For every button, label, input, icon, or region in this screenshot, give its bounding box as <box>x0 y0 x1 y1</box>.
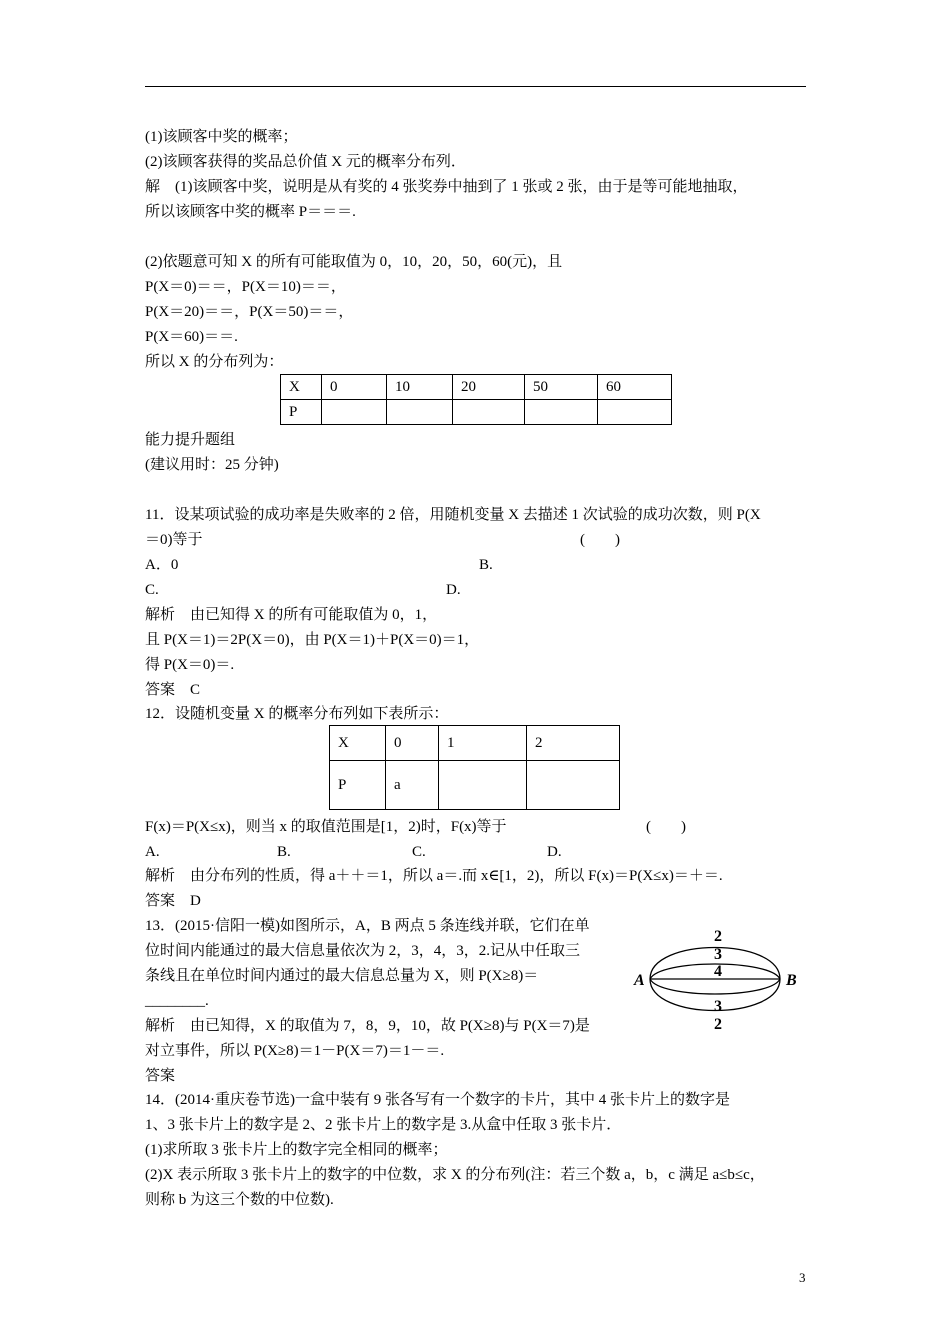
table-cell: P <box>330 761 386 810</box>
edge-value-label: 3 <box>714 946 722 963</box>
text-line: 解析 由已知得 X 的所有可能取值为 0，1， <box>145 607 438 623</box>
section-heading: 能力提升题组 <box>145 432 236 448</box>
text-line: (2)X 表示所取 3 张卡片上的数字的中位数，求 X 的分布列(注：若三个数 a，b，c 满足 a≤b≤c， <box>145 1167 765 1183</box>
table-cell: 20 <box>453 375 525 400</box>
distribution-table-2 <box>329 725 620 810</box>
text-line: 且 P(X＝1)＝2P(X＝0)，由 P(X＝1)＋P(X＝0)＝1， <box>145 632 480 648</box>
table-cell: X <box>281 375 322 400</box>
page-number: 3 <box>799 1270 806 1285</box>
table-row <box>281 400 672 425</box>
option-c: C. <box>145 582 159 598</box>
table-cell: 0 <box>322 375 387 400</box>
table-row <box>330 761 620 810</box>
text-line: (1)该顾客中奖的概率； <box>145 129 298 145</box>
table-cell <box>387 400 453 425</box>
table-cell: 0 <box>386 726 439 761</box>
text-line: 答案 D <box>145 893 201 909</box>
text-line: P(X＝20)＝＝，P(X＝50)＝＝， <box>145 304 354 320</box>
text-line: 14．(2014·重庆卷节选)一盒中装有 9 张各写有一个数字的卡片，其中 4 张卡片上的数字是 <box>145 1092 730 1108</box>
text-line: ________. <box>145 993 209 1009</box>
table-cell: X <box>330 726 386 761</box>
text-line: (建议用时：25 分钟) <box>145 457 279 473</box>
option-c: C. <box>412 844 426 860</box>
option-d: D. <box>547 844 562 860</box>
table-cell: 60 <box>598 375 672 400</box>
option-a: A. <box>145 844 160 860</box>
text-line: 解 (1)该顾客中奖，说明是从有奖的 4 张奖券中抽到了 1 张或 2 张，由于是等可能地抽取， <box>145 179 748 195</box>
text-line: P(X＝0)＝＝，P(X＝10)＝＝， <box>145 279 346 295</box>
edge-value-label: 4 <box>714 963 722 980</box>
option-a: A．0 <box>145 557 179 573</box>
text-line: 答案 <box>145 1068 176 1084</box>
text-line: 答案 C <box>145 682 201 698</box>
text-line: 对立事件，所以 P(X≥8)＝1－P(X＝7)＝1－＝. <box>145 1043 445 1059</box>
node-b-label: B <box>786 972 797 989</box>
parallel-lines-figure <box>630 922 810 1034</box>
option-b: B. <box>277 844 291 860</box>
text-line: 11．设某项试验的成功率是失败率的 2 倍，用随机变量 X 去描述 1 次试验的成功次数，则 P(X <box>145 507 761 523</box>
edge-value-label: 2 <box>714 1016 722 1033</box>
header-rule <box>145 86 806 87</box>
table-cell: 2 <box>527 726 620 761</box>
edge-value-label: 2 <box>714 928 722 945</box>
text-line: 12．设随机变量 X 的概率分布列如下表所示： <box>145 706 449 722</box>
table-cell <box>527 761 620 810</box>
table-row <box>330 726 620 761</box>
text-line: (2)依题意可知 X 的所有可能取值为 0，10，20，50，60(元)，且 <box>145 254 563 270</box>
table-cell <box>598 400 672 425</box>
table-cell: P <box>281 400 322 425</box>
text-line: 位时间内能通过的最大信息量依次为 2，3，4，3，2.记从中任取三 <box>145 943 581 959</box>
text-line: F(x)＝P(X≤x)，则当 x 的取值范围是[1，2)时，F(x)等于 <box>145 819 507 835</box>
text-line: 13．(2015·信阳一模)如图所示，A，B 两点 5 条连线并联，它们在单 <box>145 918 590 934</box>
text-line: 1、3 张卡片上的数字是 2、2 张卡片上的数字是 3.从盒中任取 3 张卡片． <box>145 1117 622 1133</box>
table-cell: 10 <box>387 375 453 400</box>
table-cell: 50 <box>525 375 598 400</box>
text-line: 所以 X 的分布列为： <box>145 354 284 370</box>
text-line: 则称 b 为这三个数的中位数). <box>145 1192 334 1208</box>
table-cell <box>439 761 527 810</box>
option-d: D. <box>446 582 461 598</box>
text-line: 条线且在单位时间内通过的最大信息总量为 X，则 P(X≥8)＝ <box>145 968 539 984</box>
text-line: ＝0)等于 <box>145 532 203 548</box>
edge-value-label: 3 <box>714 998 722 1015</box>
table-cell <box>322 400 387 425</box>
distribution-table-1 <box>280 374 672 425</box>
text-line: 解析 由分布列的性质，得 a＋＋＝1，所以 a＝.而 x∈[1，2)，所以 F(x)＝P(X≤x)＝＋＝. <box>145 868 723 884</box>
table-cell <box>525 400 598 425</box>
table-row <box>281 375 672 400</box>
text-line: 解析 由已知得，X 的取值为 7，8，9，10，故 P(X≥8)与 P(X＝7)是 <box>145 1018 590 1034</box>
table-cell: 1 <box>439 726 527 761</box>
text-line: P(X＝60)＝＝. <box>145 329 238 345</box>
option-b: B. <box>479 557 493 573</box>
text-line: 得 P(X＝0)＝. <box>145 657 235 673</box>
answer-blank: ( ) <box>646 819 686 835</box>
text-line: (1)求所取 3 张卡片上的数字完全相同的概率； <box>145 1142 448 1158</box>
table-cell: a <box>386 761 439 810</box>
node-a-label: A <box>634 972 645 989</box>
text-line: 所以该顾客中奖的概率 P＝＝＝. <box>145 204 356 220</box>
edge-inner-bottom <box>650 979 780 994</box>
text-line: (2)该顾客获得的奖品总价值 X 元的概率分布列． <box>145 154 466 170</box>
table-cell <box>453 400 525 425</box>
answer-blank: ( ) <box>580 532 620 548</box>
